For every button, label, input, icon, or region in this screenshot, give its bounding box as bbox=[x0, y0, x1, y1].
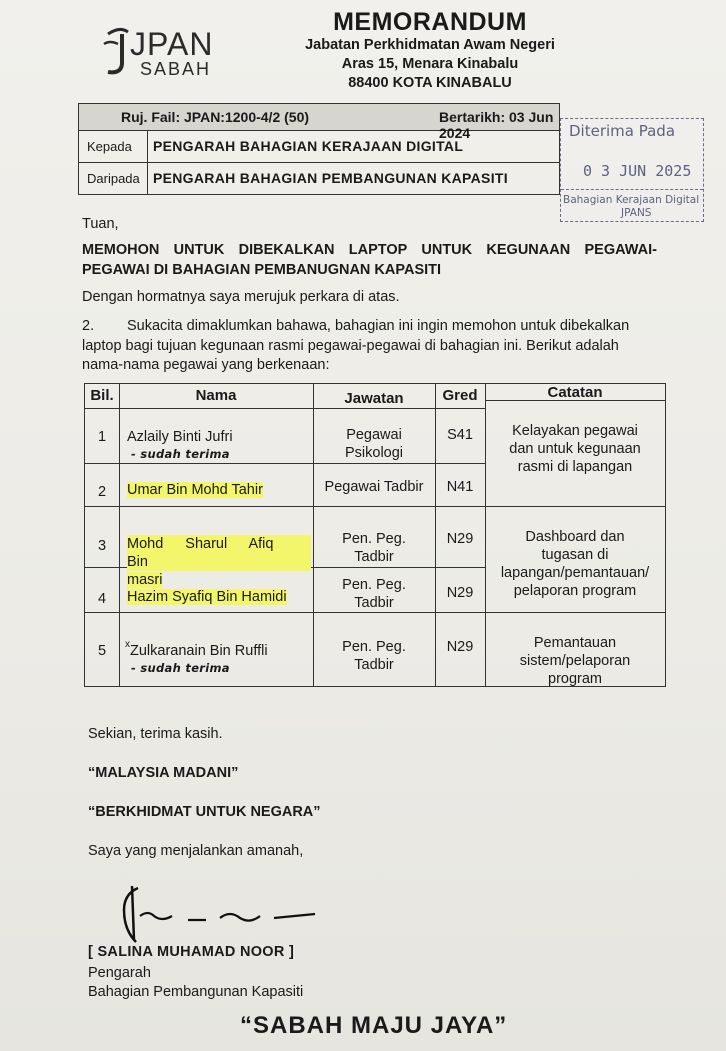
catatan-a-line-1: Kelayakan pegawai bbox=[512, 423, 638, 439]
row-5-gred: N29 bbox=[446, 639, 474, 655]
row-5-jawatan-line-1: Pen. Peg. bbox=[342, 639, 406, 655]
catatan-a-line-2: dan untuk kegunaan bbox=[509, 441, 641, 457]
row-1-jawatan-line-1: Pegawai bbox=[346, 427, 402, 443]
stamp-dept: JPANS bbox=[621, 207, 652, 219]
row-5-handwritten-note: - sudah terima bbox=[131, 661, 230, 675]
signature bbox=[110, 880, 340, 950]
row-4-jawatan-line-1: Pen. Peg. bbox=[342, 577, 406, 593]
paragraph-2-line-2: laptop bagi tujuan kegunaan rasmi pegawai-pegawai di bahagian ini. Berikut adalah bbox=[82, 338, 619, 354]
row-4-nama-highlight: Hazim Syafiq Bin Hamidi bbox=[127, 589, 287, 605]
paragraph-2-line-3: nama-nama pegawai yang berkenaan: bbox=[82, 357, 330, 373]
memo-date: Bertarikh: 03 Jun 2024 bbox=[439, 109, 554, 141]
logo-text-top: JPAN bbox=[130, 26, 214, 62]
row-4-jawatan-line-2: Tadbir bbox=[354, 595, 394, 611]
sender-label: Daripada bbox=[87, 171, 140, 186]
recipient-value: PENGARAH BAHAGIAN KERAJAAN DIGITAL bbox=[153, 138, 464, 154]
memo-title: MEMORANDUM bbox=[333, 8, 527, 36]
row-3-nama-line-2: masri bbox=[127, 572, 163, 588]
catatan-c-line-1: Pemantauan bbox=[533, 635, 617, 651]
reference-header-row bbox=[78, 103, 560, 141]
logo-text-bottom: SABAH bbox=[140, 59, 212, 79]
row-3-jawatan-line-1: Pen. Peg. bbox=[342, 531, 406, 547]
row-1-gred: S41 bbox=[447, 427, 473, 443]
header-postcode: 88400 KOTA KINABALU bbox=[348, 75, 512, 91]
header-gred: Gred bbox=[442, 387, 478, 404]
motto-malaysia-madani: “MALAYSIA MADANI” bbox=[88, 765, 239, 781]
row-4-gred: N29 bbox=[446, 585, 474, 601]
stamp-unit: Bahagian Kerajaan Digital bbox=[563, 194, 700, 206]
received-stamp bbox=[560, 118, 704, 222]
row-5-nama: Zulkaranain Bin Ruffli bbox=[130, 643, 268, 659]
stamp-received-label: Diterima Pada bbox=[569, 122, 676, 140]
row-4-nama bbox=[127, 588, 287, 606]
row-2-jawatan: Pegawai Tadbir bbox=[324, 479, 424, 495]
signatory-division: Bahagian Pembangunan Kapasiti bbox=[88, 984, 304, 1000]
row-3-jawatan-line-2: Tadbir bbox=[354, 549, 394, 565]
jpan-logo bbox=[100, 22, 230, 78]
row-3-bil: 3 bbox=[97, 538, 107, 554]
stamp-date: 0 3 JUN 2025 bbox=[583, 162, 692, 180]
row-4-bil: 4 bbox=[97, 591, 107, 607]
closing-thanks: Sekian, terima kasih. bbox=[88, 726, 223, 742]
row-1-nama: Azlaily Binti Jufri bbox=[127, 429, 233, 445]
paragraph-2-number: 2. bbox=[82, 318, 95, 334]
signatory-name: [ SALINA MUHAMAD NOOR ] bbox=[88, 944, 295, 960]
sender-row bbox=[78, 163, 560, 195]
file-reference: Ruj. Fail: JPAN:1200-4/2 (50) bbox=[121, 109, 310, 125]
sender-value: PENGARAH BAHAGIAN PEMBANGUNAN KAPASITI bbox=[153, 170, 508, 186]
motto-berkhidmat: “BERKHIDMAT UNTUK NEGARA” bbox=[88, 804, 321, 820]
header-nama: Nama bbox=[195, 387, 237, 404]
catatan-c-line-2: sistem/pelaporan bbox=[519, 653, 631, 669]
row-2-nama bbox=[127, 481, 263, 499]
row-2-bil: 2 bbox=[97, 484, 107, 500]
recipient-label: Kepada bbox=[87, 139, 132, 154]
row-3-nama-line-1 bbox=[127, 535, 311, 571]
row-1-jawatan-line-2: Psikologi bbox=[344, 445, 404, 461]
closing-trust: Saya yang menjalankan amanah, bbox=[88, 843, 304, 859]
row-5-mark: x bbox=[125, 639, 130, 650]
logo-mark-icon bbox=[100, 24, 132, 78]
catatan-b-line-4: pelaporan program bbox=[513, 583, 637, 599]
catatan-b-line-2: tugasan di bbox=[541, 547, 609, 563]
catatan-b-line-3: lapangan/pemantauan/ bbox=[500, 565, 650, 581]
header-bil: Bil. bbox=[90, 387, 114, 404]
paragraph-2-line-1: Sukacita dimaklumkan bahawa, bahagian ini ingin memohon untuk dibekalkan bbox=[127, 318, 630, 334]
catatan-a-line-3: rasmi di lapangan bbox=[517, 459, 633, 475]
signatory-position: Pengarah bbox=[88, 965, 151, 981]
header-jawatan: Jawatan bbox=[344, 390, 404, 407]
paragraph-1: Dengan hormatnya saya merujuk perkara di atas. bbox=[82, 289, 400, 305]
row-2-nama-highlight: Umar Bin Mohd Tahir bbox=[127, 482, 263, 498]
signature-scribble bbox=[110, 880, 340, 950]
memo-subject: MEMOHON UNTUK DIBEKALKAN LAPTOP UNTUK KEGUNAAN PEGAWAI-PEGAWAI DI BAHAGIAN PEMBANUGNAN KAPASITI bbox=[82, 242, 657, 278]
header-address: Aras 15, Menara Kinabalu bbox=[341, 56, 519, 72]
salutation: Tuan, bbox=[82, 216, 119, 232]
officer-table bbox=[84, 383, 666, 687]
row-5-bil: 5 bbox=[97, 643, 107, 659]
header-department: Jabatan Perkhidmatan Awam Negeri bbox=[305, 37, 555, 53]
row-3-nama bbox=[127, 535, 311, 589]
catatan-c-line-3: program bbox=[548, 671, 602, 687]
row-1-handwritten-note: - sudah terima bbox=[131, 447, 230, 461]
recipient-row bbox=[78, 131, 560, 163]
header-catatan: Catatan bbox=[547, 384, 603, 401]
footer-motto: “SABAH MAJU JAYA” bbox=[240, 1012, 508, 1039]
row-2-gred: N41 bbox=[446, 479, 474, 495]
catatan-b-line-1: Dashboard dan bbox=[525, 529, 625, 545]
row-3-gred: N29 bbox=[446, 531, 474, 547]
row-1-bil: 1 bbox=[97, 429, 107, 445]
row-3-nama-line-1-text: Mohd Sharul Afiq Bin bbox=[127, 536, 274, 570]
row-5-jawatan-line-2: Tadbir bbox=[354, 657, 394, 673]
